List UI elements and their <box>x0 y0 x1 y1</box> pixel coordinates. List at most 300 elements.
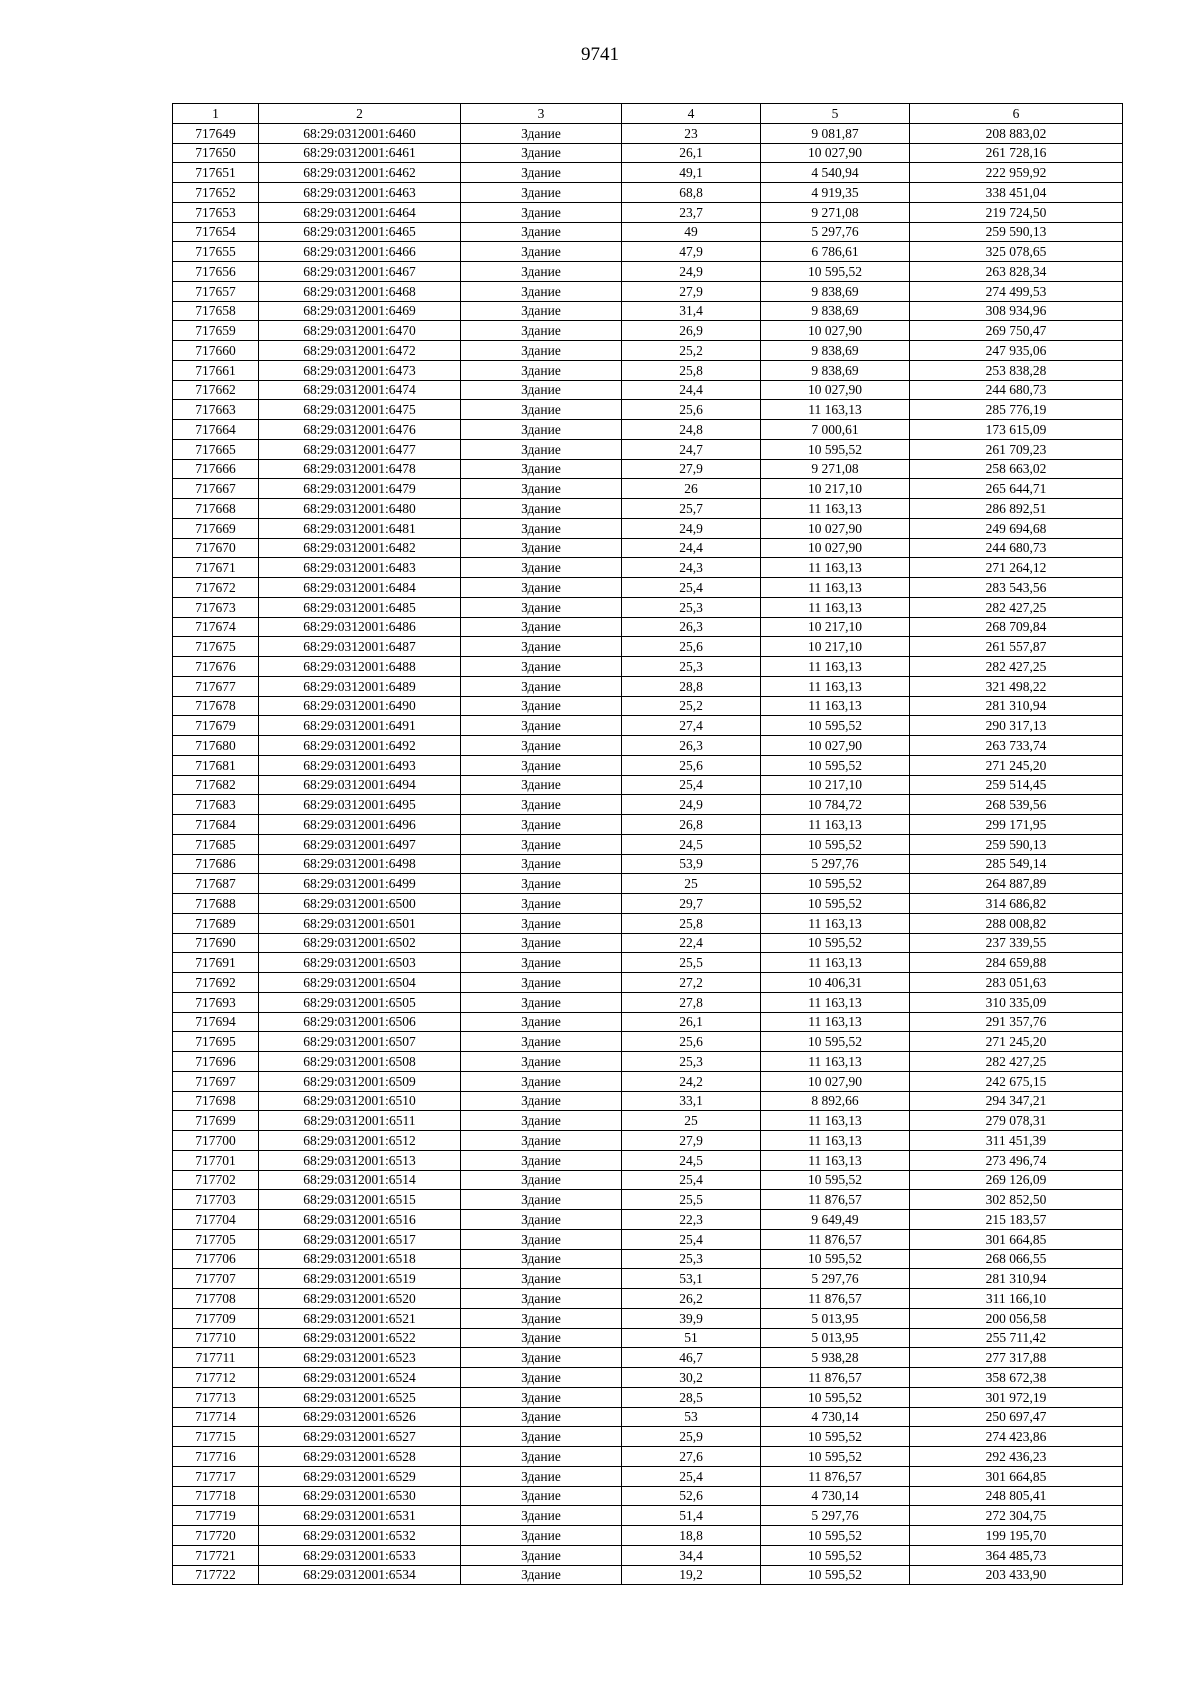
specific-value-cell: 10 595,52 <box>761 755 910 775</box>
row-number-cell: 717703 <box>173 1190 259 1210</box>
cadastral-value-cell: 244 680,73 <box>910 380 1123 400</box>
area-cell: 29,7 <box>622 894 761 914</box>
specific-value-cell: 10 595,52 <box>761 1170 910 1190</box>
area-cell: 27,9 <box>622 1131 761 1151</box>
object-type-cell: Здание <box>461 1249 622 1269</box>
object-type-cell: Здание <box>461 1210 622 1230</box>
specific-value-cell: 9 838,69 <box>761 360 910 380</box>
specific-value-cell: 10 595,52 <box>761 1545 910 1565</box>
cadastral-number-cell: 68:29:0312001:6475 <box>259 400 461 420</box>
area-cell: 31,4 <box>622 301 761 321</box>
area-cell: 25,4 <box>622 775 761 795</box>
cadastral-value-cell: 283 051,63 <box>910 973 1123 993</box>
area-cell: 27,8 <box>622 992 761 1012</box>
table-row <box>173 874 1123 894</box>
object-type-cell: Здание <box>461 815 622 835</box>
cadastral-value-cell: 301 972,19 <box>910 1387 1123 1407</box>
area-cell: 23 <box>622 123 761 143</box>
object-type-cell: Здание <box>461 400 622 420</box>
table-row <box>173 281 1123 301</box>
specific-value-cell: 10 595,52 <box>761 1447 910 1467</box>
specific-value-cell: 4 730,14 <box>761 1486 910 1506</box>
cadastral-number-cell: 68:29:0312001:6492 <box>259 736 461 756</box>
cadastral-number-cell: 68:29:0312001:6530 <box>259 1486 461 1506</box>
specific-value-cell: 10 595,52 <box>761 1387 910 1407</box>
object-type-cell: Здание <box>461 1269 622 1289</box>
table-row <box>173 973 1123 993</box>
table-row <box>173 637 1123 657</box>
specific-value-cell: 11 163,13 <box>761 696 910 716</box>
cadastral-value-cell: 301 664,85 <box>910 1229 1123 1249</box>
row-number-cell: 717690 <box>173 933 259 953</box>
cadastral-number-cell: 68:29:0312001:6521 <box>259 1308 461 1328</box>
area-cell: 25,7 <box>622 499 761 519</box>
cadastral-value-cell: 249 694,68 <box>910 518 1123 538</box>
object-type-cell: Здание <box>461 1466 622 1486</box>
column-header: 4 <box>622 104 761 124</box>
cadastral-value-cell: 203 433,90 <box>910 1565 1123 1585</box>
specific-value-cell: 10 027,90 <box>761 538 910 558</box>
cadastral-value-cell: 261 709,23 <box>910 439 1123 459</box>
row-number-cell: 717667 <box>173 479 259 499</box>
cadastral-value-cell: 247 935,06 <box>910 341 1123 361</box>
area-cell: 24,2 <box>622 1071 761 1091</box>
cadastral-number-cell: 68:29:0312001:6527 <box>259 1427 461 1447</box>
cadastral-number-cell: 68:29:0312001:6523 <box>259 1348 461 1368</box>
specific-value-cell: 10 595,52 <box>761 894 910 914</box>
object-type-cell: Здание <box>461 1190 622 1210</box>
cadastral-value-cell: 325 078,65 <box>910 242 1123 262</box>
cadastral-number-cell: 68:29:0312001:6481 <box>259 518 461 538</box>
table-row <box>173 558 1123 578</box>
cadastral-value-cell: 292 436,23 <box>910 1447 1123 1467</box>
cadastral-number-cell: 68:29:0312001:6529 <box>259 1466 461 1486</box>
specific-value-cell: 9 271,08 <box>761 459 910 479</box>
specific-value-cell: 11 163,13 <box>761 578 910 598</box>
row-number-cell: 717661 <box>173 360 259 380</box>
cadastral-value-cell: 263 828,34 <box>910 262 1123 282</box>
cadastral-number-cell: 68:29:0312001:6483 <box>259 558 461 578</box>
table-row <box>173 1328 1123 1348</box>
area-cell: 46,7 <box>622 1348 761 1368</box>
table-row <box>173 1387 1123 1407</box>
specific-value-cell: 9 081,87 <box>761 123 910 143</box>
specific-value-cell: 10 027,90 <box>761 518 910 538</box>
table-row <box>173 242 1123 262</box>
cadastral-number-cell: 68:29:0312001:6482 <box>259 538 461 558</box>
row-number-cell: 717663 <box>173 400 259 420</box>
table-row <box>173 499 1123 519</box>
area-cell: 24,5 <box>622 1150 761 1170</box>
cadastral-value-cell: 208 883,02 <box>910 123 1123 143</box>
area-cell: 25,6 <box>622 637 761 657</box>
object-type-cell: Здание <box>461 1289 622 1309</box>
cadastral-number-cell: 68:29:0312001:6512 <box>259 1131 461 1151</box>
row-number-cell: 717650 <box>173 143 259 163</box>
specific-value-cell: 10 027,90 <box>761 143 910 163</box>
cadastral-value-cell: 219 724,50 <box>910 202 1123 222</box>
table-header-row <box>173 104 1123 124</box>
specific-value-cell: 11 163,13 <box>761 1150 910 1170</box>
table-row <box>173 775 1123 795</box>
cadastral-number-cell: 68:29:0312001:6504 <box>259 973 461 993</box>
specific-value-cell: 11 163,13 <box>761 1111 910 1131</box>
cadastral-value-cell: 269 126,09 <box>910 1170 1123 1190</box>
cadastral-number-cell: 68:29:0312001:6486 <box>259 617 461 637</box>
cadastral-number-cell: 68:29:0312001:6469 <box>259 301 461 321</box>
cadastral-value-cell: 250 697,47 <box>910 1407 1123 1427</box>
cadastral-number-cell: 68:29:0312001:6484 <box>259 578 461 598</box>
specific-value-cell: 11 163,13 <box>761 558 910 578</box>
area-cell: 26,2 <box>622 1289 761 1309</box>
specific-value-cell: 10 595,52 <box>761 1427 910 1447</box>
area-cell: 25,6 <box>622 400 761 420</box>
object-type-cell: Здание <box>461 775 622 795</box>
cadastral-value-cell: 265 644,71 <box>910 479 1123 499</box>
specific-value-cell: 5 013,95 <box>761 1308 910 1328</box>
specific-value-cell: 5 938,28 <box>761 1348 910 1368</box>
object-type-cell: Здание <box>461 1091 622 1111</box>
object-type-cell: Здание <box>461 676 622 696</box>
cadastral-value-cell: 282 427,25 <box>910 597 1123 617</box>
table-row <box>173 1210 1123 1230</box>
object-type-cell: Здание <box>461 321 622 341</box>
cadastral-value-cell: 284 659,88 <box>910 953 1123 973</box>
row-number-cell: 717714 <box>173 1407 259 1427</box>
row-number-cell: 717655 <box>173 242 259 262</box>
object-type-cell: Здание <box>461 123 622 143</box>
specific-value-cell: 10 027,90 <box>761 380 910 400</box>
area-cell: 25,2 <box>622 696 761 716</box>
object-type-cell: Здание <box>461 242 622 262</box>
table-row <box>173 459 1123 479</box>
row-number-cell: 717709 <box>173 1308 259 1328</box>
row-number-cell: 717705 <box>173 1229 259 1249</box>
object-type-cell: Здание <box>461 933 622 953</box>
table-row <box>173 1407 1123 1427</box>
object-type-cell: Здание <box>461 1052 622 1072</box>
area-cell: 26 <box>622 479 761 499</box>
area-cell: 26,9 <box>622 321 761 341</box>
table-row <box>173 341 1123 361</box>
object-type-cell: Здание <box>461 617 622 637</box>
cadastral-value-cell: 281 310,94 <box>910 696 1123 716</box>
area-cell: 25,4 <box>622 578 761 598</box>
object-type-cell: Здание <box>461 1526 622 1546</box>
cadastral-value-cell: 244 680,73 <box>910 538 1123 558</box>
row-number-cell: 717653 <box>173 202 259 222</box>
cadastral-number-cell: 68:29:0312001:6497 <box>259 834 461 854</box>
row-number-cell: 717680 <box>173 736 259 756</box>
area-cell: 25,5 <box>622 1190 761 1210</box>
row-number-cell: 717668 <box>173 499 259 519</box>
column-header: 6 <box>910 104 1123 124</box>
area-cell: 27,2 <box>622 973 761 993</box>
table-row <box>173 578 1123 598</box>
row-number-cell: 717679 <box>173 716 259 736</box>
cadastral-number-cell: 68:29:0312001:6505 <box>259 992 461 1012</box>
cadastral-value-cell: 259 590,13 <box>910 834 1123 854</box>
row-number-cell: 717708 <box>173 1289 259 1309</box>
cadastral-number-cell: 68:29:0312001:6520 <box>259 1289 461 1309</box>
cadastral-value-table <box>172 103 1123 1585</box>
row-number-cell: 717722 <box>173 1565 259 1585</box>
specific-value-cell: 10 595,52 <box>761 262 910 282</box>
row-number-cell: 717677 <box>173 676 259 696</box>
row-number-cell: 717706 <box>173 1249 259 1269</box>
cadastral-value-cell: 281 310,94 <box>910 1269 1123 1289</box>
table-row <box>173 202 1123 222</box>
object-type-cell: Здание <box>461 1447 622 1467</box>
row-number-cell: 717682 <box>173 775 259 795</box>
table-row <box>173 1249 1123 1269</box>
specific-value-cell: 10 217,10 <box>761 775 910 795</box>
specific-value-cell: 10 784,72 <box>761 795 910 815</box>
cadastral-number-cell: 68:29:0312001:6464 <box>259 202 461 222</box>
specific-value-cell: 10 027,90 <box>761 321 910 341</box>
cadastral-value-cell: 222 959,92 <box>910 163 1123 183</box>
specific-value-cell: 11 163,13 <box>761 992 910 1012</box>
cadastral-number-cell: 68:29:0312001:6499 <box>259 874 461 894</box>
area-cell: 25,3 <box>622 1052 761 1072</box>
row-number-cell: 717691 <box>173 953 259 973</box>
specific-value-cell: 9 838,69 <box>761 341 910 361</box>
cadastral-value-cell: 299 171,95 <box>910 815 1123 835</box>
cadastral-number-cell: 68:29:0312001:6479 <box>259 479 461 499</box>
specific-value-cell: 10 595,52 <box>761 1526 910 1546</box>
specific-value-cell: 11 163,13 <box>761 1052 910 1072</box>
column-header: 1 <box>173 104 259 124</box>
row-number-cell: 717701 <box>173 1150 259 1170</box>
object-type-cell: Здание <box>461 143 622 163</box>
row-number-cell: 717707 <box>173 1269 259 1289</box>
table-row <box>173 617 1123 637</box>
row-number-cell: 717689 <box>173 913 259 933</box>
cadastral-value-cell: 259 590,13 <box>910 222 1123 242</box>
cadastral-value-cell: 310 335,09 <box>910 992 1123 1012</box>
cadastral-number-cell: 68:29:0312001:6476 <box>259 420 461 440</box>
cadastral-value-cell: 302 852,50 <box>910 1190 1123 1210</box>
table-row <box>173 933 1123 953</box>
specific-value-cell: 5 297,76 <box>761 222 910 242</box>
area-cell: 24,8 <box>622 420 761 440</box>
specific-value-cell: 5 297,76 <box>761 854 910 874</box>
area-cell: 25,4 <box>622 1466 761 1486</box>
table-row <box>173 992 1123 1012</box>
area-cell: 25,2 <box>622 341 761 361</box>
area-cell: 23,7 <box>622 202 761 222</box>
area-cell: 24,7 <box>622 439 761 459</box>
cadastral-number-cell: 68:29:0312001:6477 <box>259 439 461 459</box>
object-type-cell: Здание <box>461 795 622 815</box>
cadastral-value-cell: 290 317,13 <box>910 716 1123 736</box>
row-number-cell: 717651 <box>173 163 259 183</box>
object-type-cell: Здание <box>461 637 622 657</box>
area-cell: 25,3 <box>622 657 761 677</box>
area-cell: 30,2 <box>622 1368 761 1388</box>
row-number-cell: 717692 <box>173 973 259 993</box>
cadastral-value-cell: 215 183,57 <box>910 1210 1123 1230</box>
table-row <box>173 834 1123 854</box>
table-row <box>173 1052 1123 1072</box>
row-number-cell: 717669 <box>173 518 259 538</box>
specific-value-cell: 11 876,57 <box>761 1289 910 1309</box>
area-cell: 26,3 <box>622 736 761 756</box>
cadastral-value-cell: 314 686,82 <box>910 894 1123 914</box>
specific-value-cell: 11 876,57 <box>761 1368 910 1388</box>
area-cell: 25,9 <box>622 1427 761 1447</box>
table-row <box>173 321 1123 341</box>
area-cell: 25,8 <box>622 360 761 380</box>
row-number-cell: 717662 <box>173 380 259 400</box>
object-type-cell: Здание <box>461 1170 622 1190</box>
row-number-cell: 717659 <box>173 321 259 341</box>
specific-value-cell: 5 297,76 <box>761 1506 910 1526</box>
row-number-cell: 717695 <box>173 1032 259 1052</box>
specific-value-cell: 10 595,52 <box>761 874 910 894</box>
specific-value-cell: 4 730,14 <box>761 1407 910 1427</box>
table-row <box>173 1190 1123 1210</box>
cadastral-value-cell: 291 357,76 <box>910 1012 1123 1032</box>
area-cell: 24,9 <box>622 262 761 282</box>
specific-value-cell: 4 919,35 <box>761 183 910 203</box>
cadastral-number-cell: 68:29:0312001:6462 <box>259 163 461 183</box>
cadastral-number-cell: 68:29:0312001:6506 <box>259 1012 461 1032</box>
specific-value-cell: 11 163,13 <box>761 597 910 617</box>
area-cell: 49,1 <box>622 163 761 183</box>
cadastral-value-cell: 173 615,09 <box>910 420 1123 440</box>
row-number-cell: 717711 <box>173 1348 259 1368</box>
table-row <box>173 420 1123 440</box>
area-cell: 47,9 <box>622 242 761 262</box>
table-row <box>173 538 1123 558</box>
specific-value-cell: 10 595,52 <box>761 1565 910 1585</box>
cadastral-number-cell: 68:29:0312001:6502 <box>259 933 461 953</box>
specific-value-cell: 11 163,13 <box>761 499 910 519</box>
object-type-cell: Здание <box>461 1308 622 1328</box>
cadastral-value-cell: 288 008,82 <box>910 913 1123 933</box>
row-number-cell: 717681 <box>173 755 259 775</box>
cadastral-number-cell: 68:29:0312001:6478 <box>259 459 461 479</box>
table-row <box>173 1229 1123 1249</box>
area-cell: 49 <box>622 222 761 242</box>
row-number-cell: 717673 <box>173 597 259 617</box>
row-number-cell: 717671 <box>173 558 259 578</box>
cadastral-number-cell: 68:29:0312001:6515 <box>259 1190 461 1210</box>
cadastral-value-cell: 282 427,25 <box>910 657 1123 677</box>
table-row <box>173 913 1123 933</box>
object-type-cell: Здание <box>461 854 622 874</box>
cadastral-number-cell: 68:29:0312001:6510 <box>259 1091 461 1111</box>
cadastral-number-cell: 68:29:0312001:6514 <box>259 1170 461 1190</box>
table-row <box>173 1170 1123 1190</box>
object-type-cell: Здание <box>461 1407 622 1427</box>
object-type-cell: Здание <box>461 755 622 775</box>
object-type-cell: Здание <box>461 262 622 282</box>
table-row <box>173 657 1123 677</box>
specific-value-cell: 7 000,61 <box>761 420 910 440</box>
object-type-cell: Здание <box>461 874 622 894</box>
area-cell: 18,8 <box>622 1526 761 1546</box>
object-type-cell: Здание <box>461 163 622 183</box>
object-type-cell: Здание <box>461 459 622 479</box>
object-type-cell: Здание <box>461 499 622 519</box>
cadastral-value-cell: 269 750,47 <box>910 321 1123 341</box>
cadastral-value-cell: 268 539,56 <box>910 795 1123 815</box>
cadastral-number-cell: 68:29:0312001:6487 <box>259 637 461 657</box>
specific-value-cell: 10 595,52 <box>761 933 910 953</box>
cadastral-value-cell: 358 672,38 <box>910 1368 1123 1388</box>
area-cell: 25,3 <box>622 1249 761 1269</box>
specific-value-cell: 10 406,31 <box>761 973 910 993</box>
cadastral-number-cell: 68:29:0312001:6493 <box>259 755 461 775</box>
cadastral-number-cell: 68:29:0312001:6490 <box>259 696 461 716</box>
area-cell: 39,9 <box>622 1308 761 1328</box>
table-row <box>173 1308 1123 1328</box>
object-type-cell: Здание <box>461 1565 622 1585</box>
cadastral-number-cell: 68:29:0312001:6503 <box>259 953 461 973</box>
cadastral-number-cell: 68:29:0312001:6468 <box>259 281 461 301</box>
specific-value-cell: 5 013,95 <box>761 1328 910 1348</box>
specific-value-cell: 11 876,57 <box>761 1190 910 1210</box>
cadastral-value-cell: 311 451,39 <box>910 1131 1123 1151</box>
cadastral-number-cell: 68:29:0312001:6526 <box>259 1407 461 1427</box>
table-row <box>173 755 1123 775</box>
cadastral-value-cell: 268 709,84 <box>910 617 1123 637</box>
object-type-cell: Здание <box>461 558 622 578</box>
row-number-cell: 717698 <box>173 1091 259 1111</box>
row-number-cell: 717665 <box>173 439 259 459</box>
table-row <box>173 301 1123 321</box>
cadastral-number-cell: 68:29:0312001:6491 <box>259 716 461 736</box>
row-number-cell: 717656 <box>173 262 259 282</box>
table-row <box>173 380 1123 400</box>
table-row <box>173 400 1123 420</box>
object-type-cell: Здание <box>461 716 622 736</box>
specific-value-cell: 11 163,13 <box>761 815 910 835</box>
row-number-cell: 717649 <box>173 123 259 143</box>
specific-value-cell: 10 595,52 <box>761 834 910 854</box>
cadastral-value-cell: 200 056,58 <box>910 1308 1123 1328</box>
specific-value-cell: 11 163,13 <box>761 953 910 973</box>
cadastral-value-cell: 271 245,20 <box>910 1032 1123 1052</box>
area-cell: 27,9 <box>622 281 761 301</box>
specific-value-cell: 6 786,61 <box>761 242 910 262</box>
area-cell: 33,1 <box>622 1091 761 1111</box>
object-type-cell: Здание <box>461 973 622 993</box>
area-cell: 25 <box>622 1111 761 1131</box>
area-cell: 27,6 <box>622 1447 761 1467</box>
column-header: 5 <box>761 104 910 124</box>
object-type-cell: Здание <box>461 1368 622 1388</box>
cadastral-value-cell: 271 245,20 <box>910 755 1123 775</box>
row-number-cell: 717696 <box>173 1052 259 1072</box>
object-type-cell: Здание <box>461 202 622 222</box>
row-number-cell: 717710 <box>173 1328 259 1348</box>
table-body <box>173 123 1123 1585</box>
object-type-cell: Здание <box>461 479 622 499</box>
cadastral-value-cell: 282 427,25 <box>910 1052 1123 1072</box>
area-cell: 51 <box>622 1328 761 1348</box>
cadastral-number-cell: 68:29:0312001:6516 <box>259 1210 461 1230</box>
cadastral-value-cell: 255 711,42 <box>910 1328 1123 1348</box>
object-type-cell: Здание <box>461 1229 622 1249</box>
object-type-cell: Здание <box>461 736 622 756</box>
table-row <box>173 1269 1123 1289</box>
area-cell: 24,4 <box>622 538 761 558</box>
area-cell: 52,6 <box>622 1486 761 1506</box>
cadastral-number-cell: 68:29:0312001:6519 <box>259 1269 461 1289</box>
